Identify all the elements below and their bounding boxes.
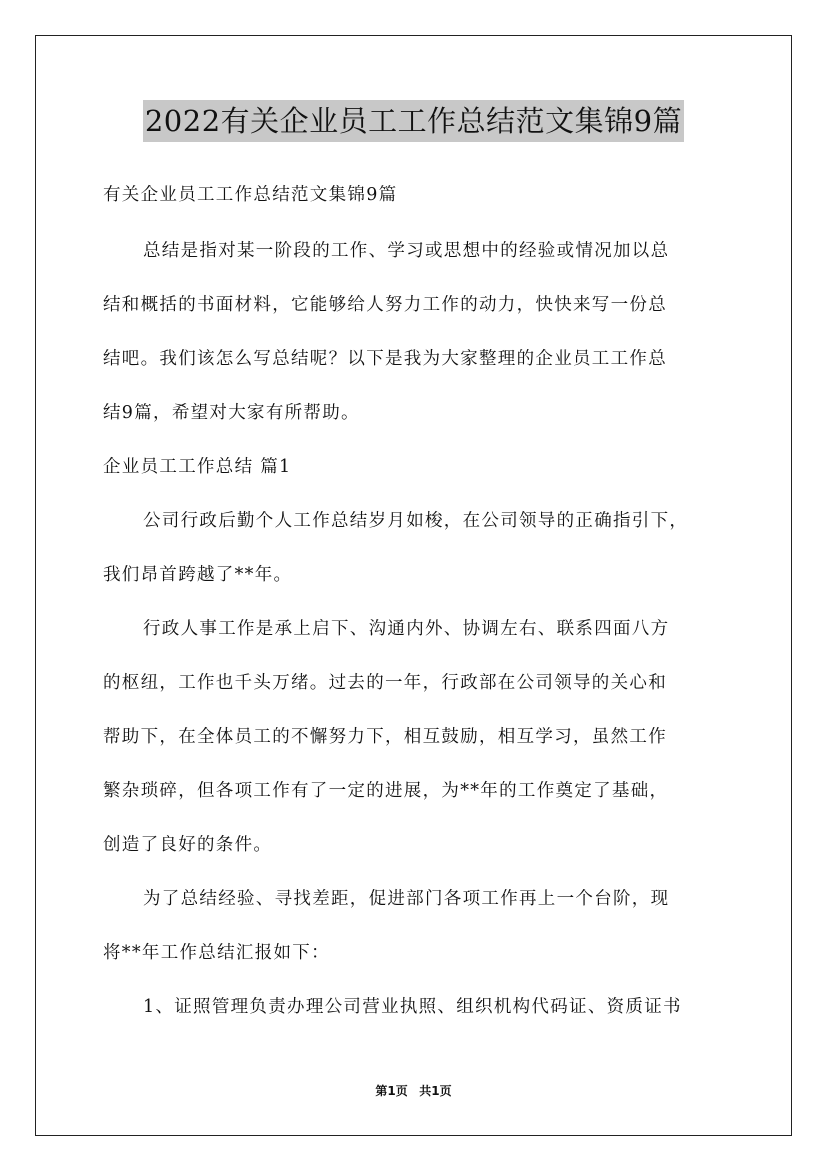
title-block	[0, 100, 827, 142]
body-line: 我们昂首跨越了**年。	[103, 565, 293, 585]
page-number: 第1页	[375, 1084, 408, 1098]
document-title: 2022有关企业员工工作总结范文集锦9篇	[143, 100, 684, 142]
body-line: 帮助下，在全体员工的不懈努力下，相互鼓励，相互学习，虽然工作	[103, 727, 667, 747]
page-total: 共1页	[419, 1084, 452, 1098]
body-line: 行政人事工作是承上启下、沟通内外、协调左右、联系四面八方	[143, 619, 670, 639]
body-line: 的枢纽，工作也千头万绪。过去的一年，行政部在公司领导的关心和	[103, 673, 667, 693]
body-line: 繁杂琐碎，但各项工作有了一定的进展，为**年的工作奠定了基础，	[103, 781, 669, 801]
body-line: 1、证照管理负责办理公司营业执照、组织机构代码证、资质证书	[143, 997, 682, 1017]
intro-line: 结吧。我们该怎么写总结呢？以下是我为大家整理的企业员工工作总	[103, 349, 667, 369]
section-heading: 企业员工工作总结 篇1	[103, 457, 292, 477]
intro-line: 结9篇，希望对大家有所帮助。	[103, 403, 360, 423]
body-line: 创造了良好的条件。	[103, 835, 273, 855]
intro-line: 结和概括的书面材料，它能够给人努力工作的动力，快快来写一份总	[103, 295, 667, 315]
body-line: 将**年工作总结汇报如下：	[103, 943, 330, 963]
intro-line: 总结是指对某一阶段的工作、学习或思想中的经验或情况加以总	[143, 241, 670, 261]
document-subtitle: 有关企业员工工作总结范文集锦9篇	[103, 185, 398, 205]
body-line: 公司行政后勤个人工作总结岁月如梭，在公司领导的正确指引下，	[143, 511, 689, 531]
page-footer	[0, 1082, 827, 1099]
body-line: 为了总结经验、寻找差距，促进部门各项工作再上一个台阶，现	[143, 889, 670, 909]
